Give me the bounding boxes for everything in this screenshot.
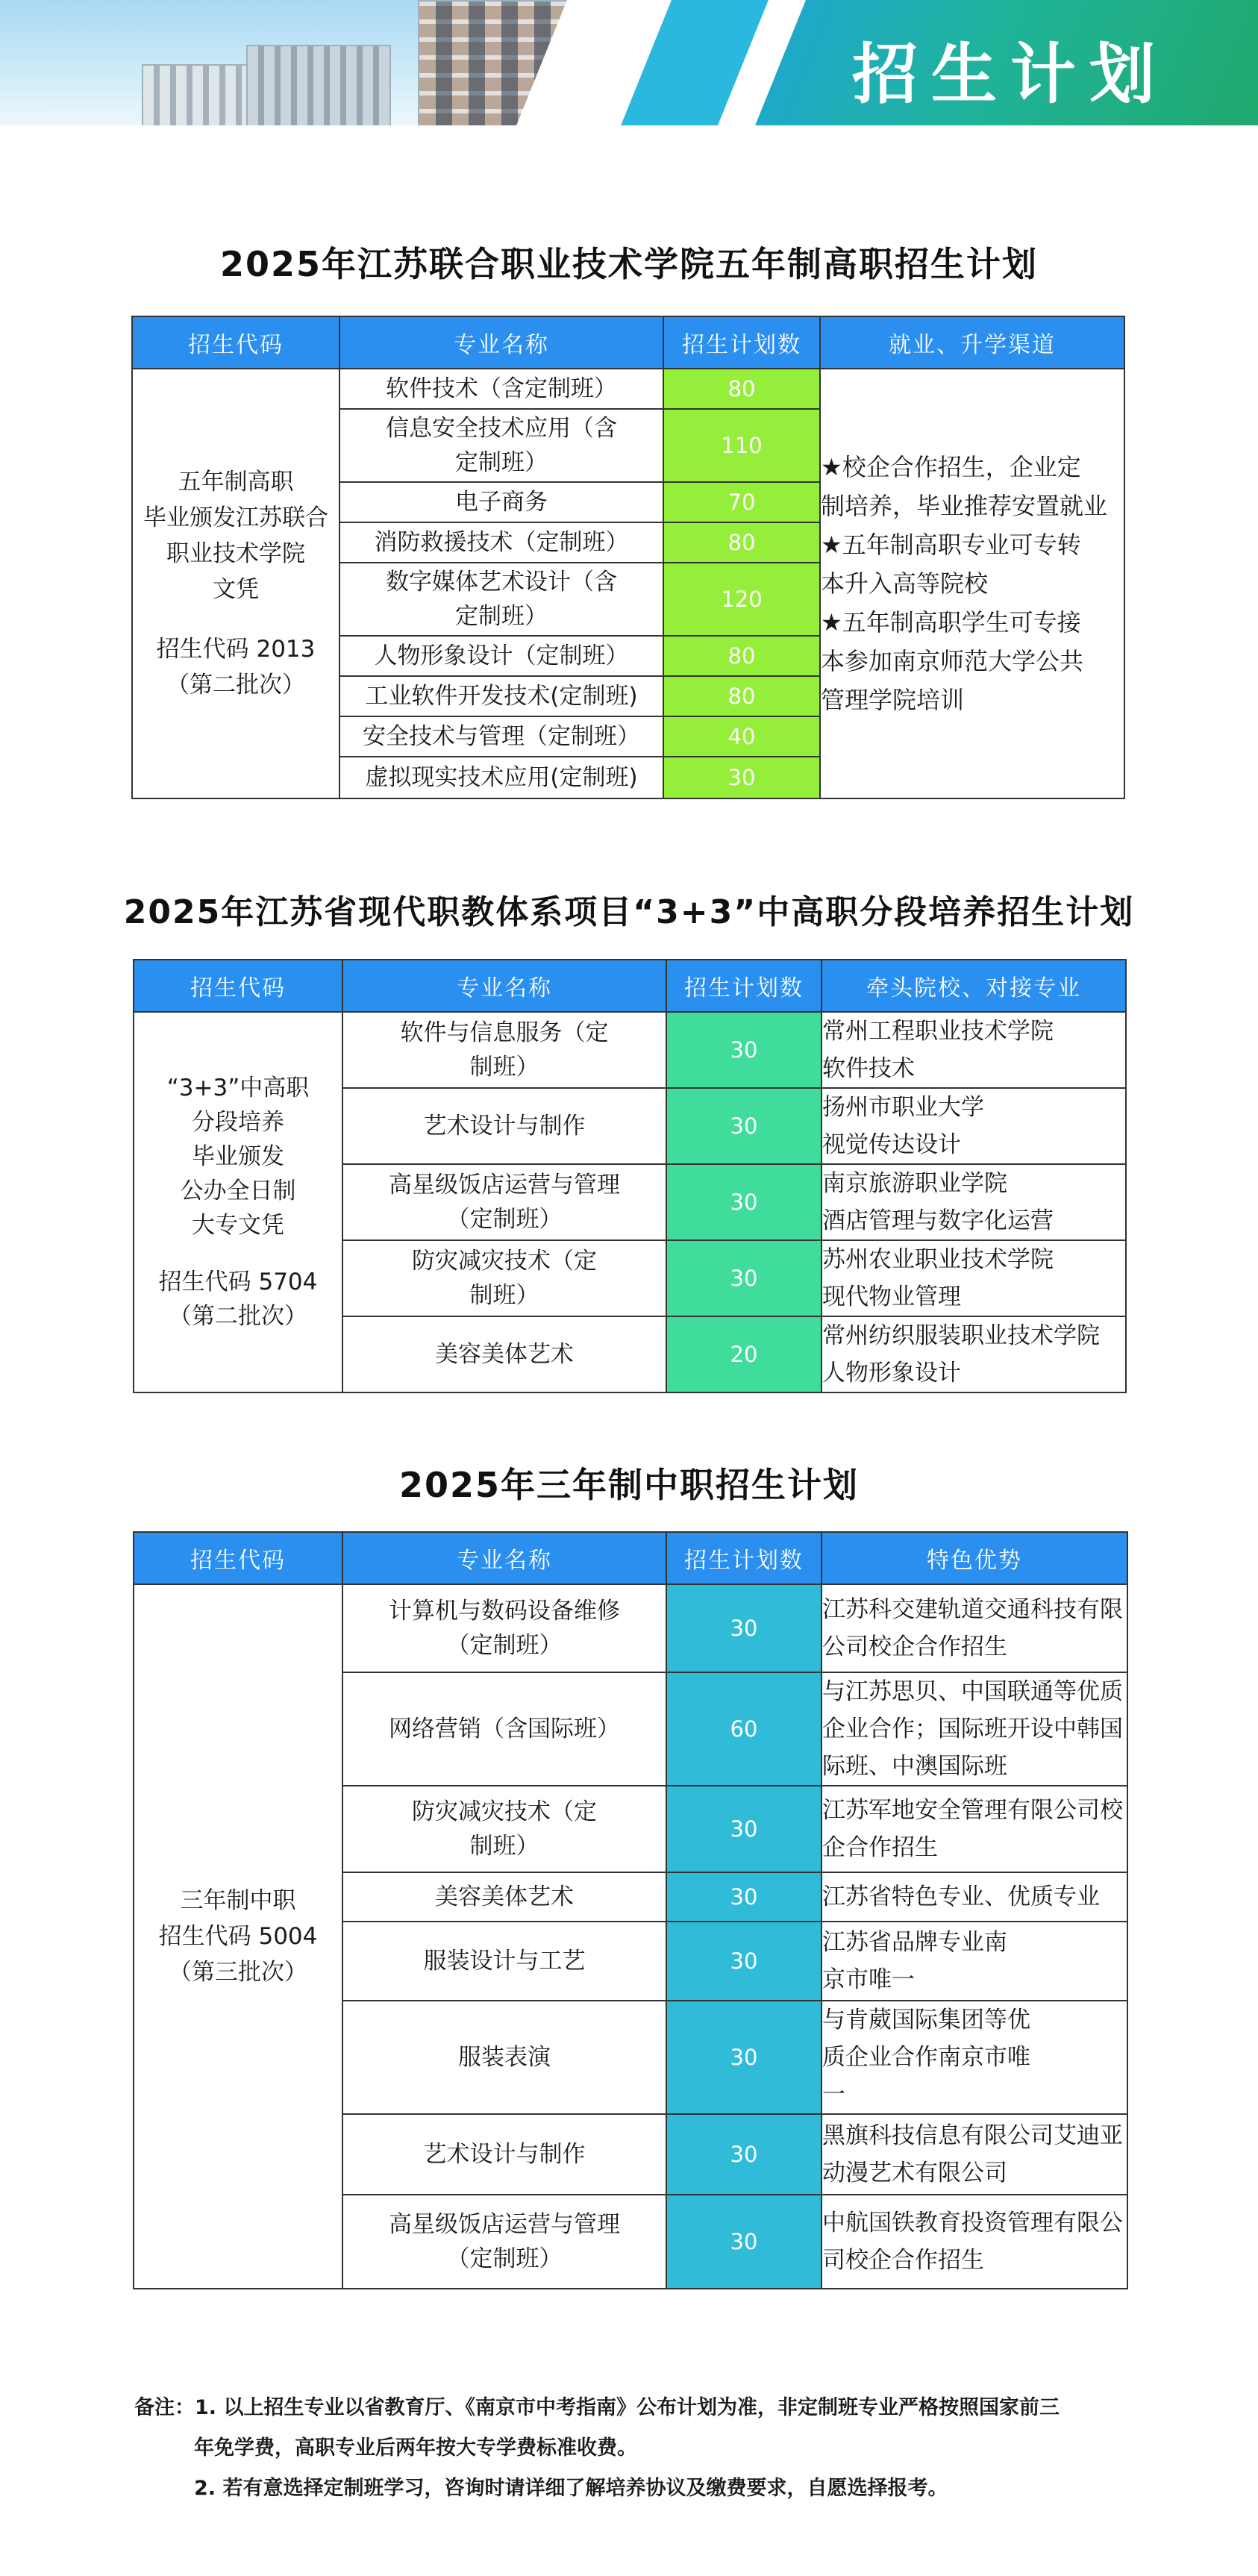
plan-count: 30 bbox=[663, 757, 820, 798]
code-line: 大专文凭 bbox=[192, 1212, 284, 1239]
plan-count: 30 bbox=[666, 1922, 822, 2001]
major-name: 艺术设计与制作 bbox=[342, 2114, 666, 2195]
plan-count: 30 bbox=[666, 1164, 822, 1240]
banner-title: 招生计划 bbox=[851, 36, 1168, 113]
major-name: 软件技术（含定制班） bbox=[339, 369, 663, 409]
channel-cell bbox=[820, 369, 1124, 798]
feature-cell: 中航国铁教育投资管理有限公司校企合作招生 bbox=[822, 2195, 1127, 2289]
channel-line: ★五年制高职专业可专转 bbox=[821, 531, 1081, 559]
code-line: 分段培养 bbox=[192, 1109, 284, 1136]
major-name: 美容美体艺术 bbox=[342, 1316, 666, 1392]
major-name: 数字媒体艺术设计（含定制班） bbox=[339, 563, 663, 636]
channel-line: 本升入高等院校 bbox=[821, 569, 989, 598]
plan-count: 30 bbox=[666, 1012, 822, 1088]
partner-major: 酒店管理与数字化运营 bbox=[822, 1207, 1054, 1234]
code-line: 招生代码 5704 bbox=[158, 1269, 318, 1295]
major-name: 美容美体艺术 bbox=[342, 1872, 666, 1922]
partner-school: 常州工程职业技术学院 bbox=[822, 1018, 1054, 1045]
table-row bbox=[134, 1584, 1127, 1672]
major-name: 网络营销（含国际班） bbox=[342, 1672, 666, 1786]
plan-count: 30 bbox=[666, 1872, 822, 1922]
code-line: 职业技术学院 bbox=[166, 540, 305, 567]
major-name: 虚拟现实技术应用(定制班) bbox=[339, 757, 663, 798]
plan-count: 80 bbox=[663, 369, 820, 409]
major-name: 高星级饭店运营与管理（定制班） bbox=[342, 2195, 666, 2289]
header-count: 招生计划数 bbox=[663, 316, 820, 369]
code-line bbox=[133, 607, 339, 631]
code-line: （第二批次） bbox=[166, 672, 305, 698]
partner-cell bbox=[822, 1088, 1126, 1164]
channel-line: 管理学院培训 bbox=[821, 686, 965, 714]
partner-major: 现代物业管理 bbox=[822, 1284, 961, 1310]
feature-cell: 与江苏思贝、中国联通等优质企业合作；国际班开设中韩国际班、中澳国际班 bbox=[822, 1672, 1127, 1786]
code-line: “3+3”中高职 bbox=[166, 1075, 310, 1101]
feature-cell: 江苏科交建轨道交通科技有限公司校企合作招生 bbox=[822, 1584, 1127, 1672]
plan-count: 80 bbox=[663, 636, 820, 676]
plan-count: 30 bbox=[666, 1786, 822, 1872]
header-code: 招生代码 bbox=[134, 960, 342, 1012]
plan-count: 40 bbox=[663, 716, 820, 757]
feature-cell: 江苏军地安全管理有限公司校企合作招生 bbox=[822, 1786, 1127, 1872]
footnote-text: 年免学费，高职专业后两年按大专学费标准收费。 bbox=[194, 2436, 637, 2460]
major-name: 高星级饭店运营与管理（定制班） bbox=[342, 1164, 666, 1240]
feature-cell: 江苏省特色专业、优质专业 bbox=[822, 1872, 1127, 1922]
code-line: 毕业颁发 bbox=[192, 1143, 284, 1170]
major-name: 软件与信息服务（定制班） bbox=[342, 1012, 666, 1088]
channel-line: ★校企合作招生，企业定 bbox=[821, 453, 1081, 481]
code-line: 五年制高职 bbox=[178, 469, 294, 495]
plan-count: 80 bbox=[663, 676, 820, 716]
major-name: 工业软件开发技术(定制班) bbox=[339, 676, 663, 716]
plan-count: 30 bbox=[666, 1088, 822, 1164]
header-partner: 牵头院校、对接专业 bbox=[822, 960, 1126, 1012]
section-title: 2025年江苏省现代职教体系项目“3+3”中高职分段培养招生计划 bbox=[123, 893, 1135, 931]
plan-count: 30 bbox=[666, 2195, 822, 2289]
major-name: 信息安全技术应用（含定制班） bbox=[339, 409, 663, 482]
plan-count: 60 bbox=[666, 1672, 822, 1786]
footnote bbox=[134, 2388, 1164, 2509]
header-count: 招生计划数 bbox=[666, 960, 822, 1012]
plan-count: 70 bbox=[663, 482, 820, 522]
code-line: 三年制中职 bbox=[180, 1887, 296, 1914]
partner-major: 视觉传达设计 bbox=[822, 1131, 961, 1158]
code-line: 公办全日制 bbox=[180, 1178, 296, 1204]
footnote-label: 备注： bbox=[134, 2396, 195, 2419]
code-line: （第二批次） bbox=[169, 1303, 307, 1330]
three-year-plan-table bbox=[133, 1531, 1128, 2289]
header-major: 专业名称 bbox=[342, 960, 666, 1012]
major-name: 服装设计与工艺 bbox=[342, 1922, 666, 2001]
partner-cell bbox=[822, 1012, 1126, 1088]
channel-line: 制培养，毕业推荐安置就业 bbox=[821, 492, 1108, 520]
plan-count: 30 bbox=[666, 1240, 822, 1316]
table-row bbox=[132, 369, 1124, 409]
feature-cell: 江苏省品牌专业南京市唯一 bbox=[822, 1922, 1127, 2001]
plan-count: 30 bbox=[666, 2001, 822, 2114]
five-year-plan-table bbox=[131, 316, 1125, 799]
code-line: （第三批次） bbox=[169, 1959, 307, 1986]
footnote-line bbox=[134, 2388, 1164, 2428]
header-feature: 特色优势 bbox=[822, 1532, 1127, 1584]
header-count: 招生计划数 bbox=[666, 1532, 822, 1584]
table-header-row bbox=[134, 960, 1126, 1012]
partner-major: 人物形象设计 bbox=[822, 1360, 961, 1387]
section-title: 2025年三年制中职招生计划 bbox=[398, 1465, 860, 1505]
building-image bbox=[246, 45, 391, 125]
major-name: 艺术设计与制作 bbox=[342, 1088, 666, 1164]
three-plus-three-table bbox=[133, 959, 1127, 1393]
feature-cell: 黑旗科技信息有限公司艾迪亚动漫艺术有限公司 bbox=[822, 2114, 1127, 2195]
header-banner bbox=[0, 0, 1258, 125]
major-name: 电子商务 bbox=[339, 482, 663, 522]
code-line: 毕业颁发江苏联合 bbox=[143, 504, 328, 531]
enrollment-code-cell bbox=[134, 1584, 342, 2289]
header-major: 专业名称 bbox=[339, 316, 663, 369]
major-name: 防灾减灾技术（定制班） bbox=[342, 1786, 666, 1872]
code-line bbox=[134, 1242, 342, 1265]
code-line: 招生代码 2013 bbox=[156, 636, 316, 663]
code-line: 文凭 bbox=[213, 576, 259, 603]
partner-cell bbox=[822, 1316, 1126, 1392]
major-name: 计算机与数码设备维修（定制班） bbox=[342, 1584, 666, 1672]
plan-count: 30 bbox=[666, 2114, 822, 2195]
footnote-text: 1. 以上招生专业以省教育厅、《南京市中考指南》公布计划为准，非定制班专业严格按照国家前三 bbox=[195, 2396, 1060, 2419]
footnote-text: 2. 若有意选择定制班学习，咨询时请详细了解培养协议及缴费要求，自愿选择报考。 bbox=[194, 2477, 948, 2500]
table-header-row bbox=[134, 1532, 1127, 1584]
header-channel: 就业、升学渠道 bbox=[820, 316, 1124, 369]
feature-cell: 与肯葳国际集团等优质企业合作南京市唯一 bbox=[822, 2001, 1127, 2114]
header-code: 招生代码 bbox=[134, 1532, 342, 1584]
plan-count: 20 bbox=[666, 1316, 822, 1392]
header-major: 专业名称 bbox=[342, 1532, 666, 1584]
major-name: 防灾减灾技术（定制班） bbox=[342, 1240, 666, 1316]
channel-line: 本参加南京师范大学公共 bbox=[821, 647, 1084, 675]
partner-school: 扬州市职业大学 bbox=[822, 1094, 984, 1121]
plan-count: 30 bbox=[666, 1584, 822, 1672]
section-title: 2025年江苏联合职业技术学院五年制高职招生计划 bbox=[219, 244, 1039, 284]
major-name: 安全技术与管理（定制班） bbox=[339, 716, 663, 757]
plan-count: 80 bbox=[663, 522, 820, 563]
partner-cell bbox=[822, 1240, 1126, 1316]
header-code: 招生代码 bbox=[132, 316, 339, 369]
partner-school: 南京旅游职业学院 bbox=[822, 1170, 1007, 1197]
building-image bbox=[142, 64, 257, 125]
major-name: 消防救援技术（定制班） bbox=[339, 522, 663, 563]
channel-line: ★五年制高职学生可专接 bbox=[821, 608, 1081, 637]
enrollment-code-cell bbox=[134, 1012, 342, 1392]
table-row bbox=[134, 1012, 1126, 1088]
table-header-row bbox=[132, 316, 1124, 369]
partner-school: 苏州农业职业技术学院 bbox=[822, 1246, 1054, 1273]
partner-school: 常州纺织服装职业技术学院 bbox=[822, 1322, 1100, 1349]
partner-major: 软件技术 bbox=[822, 1055, 915, 1082]
plan-count: 110 bbox=[663, 409, 820, 482]
enrollment-code-cell bbox=[132, 369, 339, 798]
major-name: 人物形象设计（定制班） bbox=[339, 636, 663, 676]
major-name: 服装表演 bbox=[342, 2001, 666, 2114]
plan-count: 120 bbox=[663, 563, 820, 636]
code-line: 招生代码 5004 bbox=[158, 1923, 318, 1950]
partner-cell bbox=[822, 1164, 1126, 1240]
